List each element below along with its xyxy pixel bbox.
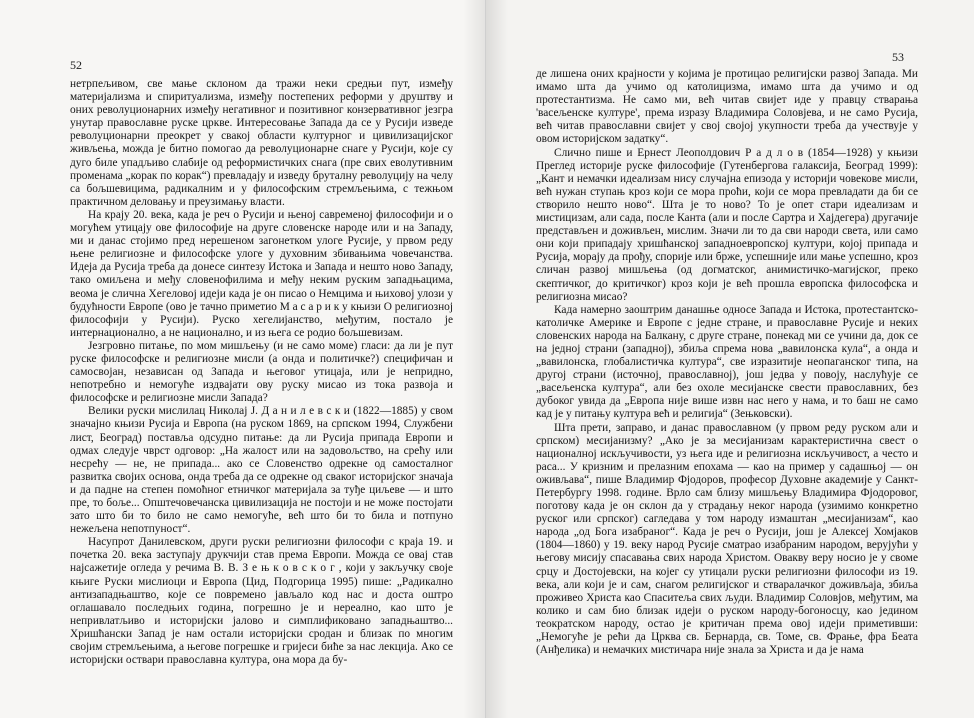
- paragraph: Када намерно заоштрим данашње односе Запада и Истока, протестантско-католичке Америке и Европе с једне стране, и православне Русије и неких словенских народа на Балкану, с друге стране, понекад ми се учини да, док се на једној страни (западној), збиља спрема нова „вавилонска кула“, а онда и „вавилонска, глобалистичка култура“, све изразитије неопаганског типа, на другој страни (источној, православној), још једва у повоју, наслућује се „васељенска култура“, али без охоле месијанске свести православних, без дубоког увида да „Европа није више извн нас него у нама, и то баш не само кад је у питању култура већ и религија“ (Зењковски).: [536, 303, 918, 421]
- paragraph: Шта прети, заправо, и данас православном (у првом реду руском али и српском) месијанизму? „Ако је за месијанизам карактеристична свест о националној искључивости, уз њега иде и религиозна искључивост, а често и раса... У кризним и прелазним епохама — као на пример у садашњој — он оживљава“, пише Владимир Фјодоров, професор Духовне академије у Санкт-Петербургу 1998. године. Врло сам близу мишљењу Владимира Фјодоровог, поготову када је он склон да у страдању неког народа (узимимо конкретно руског или српског) сагледава у том народу измаштан „месијанизам“, као народа „од Бога изабраног“. Када је реч о Русији, још је Алексеј Хомјаков (1804—1860) у 19. веку народ Русије сматрао изабраним народом, верујући у његову мисију спасавања свих народа Христом. Овакву веру носио је у своме срцу и Достојевски, на којег су утицали руски религиозни философи из 19. века, али који је и сам, снагом религијског и стваралачког доживљаја, збиља проживео Христа као Спаситеља свих људи. Владимир Соловјов, међутим, ма колико и сам био близак идеји о руском народу-богоносцу, као једином теократском народу, остао је критичан према овој идеји приметивши: „Немогуће је рећи да Црква св. Бернарда, св. Томе, св. Фрање, фра Беата (Анђелика) и немачких мистичара није знала за Христа и да је нама: [536, 421, 918, 657]
- gutter-shadow: [463, 0, 485, 718]
- page-number: 52: [70, 58, 82, 72]
- paragraph: Насупрот Данилевском, други руски религиозни философи с краја 19. и почетка 20. века заступају друкчији став према Европи. Можда се овај став најсажетије огледа у речима В. В. З е њ к о в с к о г , који у закључку своје књиге Руски мислиоци и Европа (Цид, Подгорица 1995) пише: „Радикално антизападњаштво, које се повремено јављало код нас и доста оштро оглашавало последњих година, погрешно је и нереално, као што је непривлатљиво и историјски јалово и симплификовано западњаштво... Хришћански Запад је нам остали историјски сродан и близак по многим својим стремљењима, а његове погрешке и гријеси биће за нас лекција. Ако се историјски оствари православна култура, она мора да бу-: [70, 536, 453, 667]
- gutter-shadow: [486, 0, 508, 718]
- paragraph: Језгровно питање, по мом мишљењу (и не само моме) гласи: да ли је пут руске философске и религиозне мисли (а онда и политичке?) специфичан и самосвојан, независан од Запада и његовог утицаја, или је непридно, непотребно и немогуће издвајати ову руску мисао из тока развоја и философске и религиозне мисли Запада?: [70, 339, 453, 405]
- left-page-text: [70, 78, 453, 667]
- paragraph: Велики руски мислилац Николај Ј. Д а н и л е в с к и (1822—1885) у свом значајно књизи Русија и Европа (на руском 1869, на српском 1994, Службени лист, Београд) поставља одсудно питање: да ли Русија припада Европи и одмах следује чврст одговор: „На жалост или на задовољство, на срећу или несрећу — не, не припада... ако се Словенство одрекне од самосталног развитка својих основа, онда треба да се одрекне од сваког историјског значаја и да падне на степен помоћног етничког материјала за туђе циљеве — и што пре, то боље... Општечовечанска цивилизација не постоји и не може постојати зато што би то било не само немогуће, већ што би то била и потпуно нежељена непотпуност“.: [70, 405, 453, 536]
- page-number: 53: [892, 50, 904, 64]
- paragraph: На крају 20. века, када је реч о Русији и њеној савременој философији и о могућем утицају ове философије на друге словенске народе или и на Западу, ми и данас стојимо пред нерешеном загонетком улоге Русије, у првом реду њене религиозне и философске улоге у духовним збивањима човечанства. Идеја да Русија треба да донесе синтезу Истока и Запада и нешто ново Западу, тако омиљена и међу словенофилима и међу неким руским западњацима, веома је слична Хегеловој идеји када је он писао о Немцима и њиховој улози у будућности Европе (ово је тачно приметио М а с а р и к у књизи О религиозној философији у Русији). Руско хегелијанство, међутим, постало је интернационално, а не национално, и из њега се родио бољшевизам.: [70, 208, 453, 339]
- right-page-text: [536, 68, 918, 657]
- paragraph: нетрпељивом, све мање склоном да тражи неки средњи пут, између материјализма и спиритуализма, између постепених реформи у друштву и оних револуционарних између негативног и позитивног конзервативног језгра унутар православне руске цркве. Интересовање Запада да се у Русији изведе револуционарни преокрет у свакој области културног и цивилизацијског живљења, можда је битно помогао да револуционарне снаге у Русији, које су дуго биле упадљиво слабије од реформистичких снага (пре свих еволутивним променама „корак по корак“) превладају и изведу бруталну револуцију на челу са бољшевицима, радикалним и у философским стремљењима, с тежњом практичном деловању и преузимању власти.: [70, 78, 453, 208]
- paragraph: де лишена оних крајности у којима је протицао религијски развој Запада. Ми имамо шта да учимо од католицизма, имамо шта да учимо и од протестантизма. Не само ми, већ читав свијет иде у правцу стварања 'васељенске културе', према изразу Владимира Соловјева, и не само Русија, већ читав православни свијет у свој својој укупности треба да учествује у овом историјском задатку“.: [536, 68, 918, 146]
- left-page: [0, 0, 486, 718]
- paragraph: Слично пише и Ернест Леополдович Р а д л о в (1854—1928) у књизи Преглед историје руске философије (Гутенбергова галаксија, Београд 1999): „Кант и немачки идеализам нису случајна епизода у историји човекове мисли, већ нужан ступањ кроз који се мора проћи, који се мора превладати да би се створило нешто ново“. Шта је то ново? То је опет стари идеализам и мистицизам, али сада, после Канта (али и после Сартра и Хајдегера) другачије представљен и доживљен, мислим. Значи ли то да сви народи света, или само они који припадају хришћанској западноевропској култури, којој припада и Русија, морају да прођу, спорије или брже, успешније или мање успешно, кроз сличан развој мишљења (од догматског, анимистичко-магијског, преко скептичког, до критичког) кроз који је већ прошла европска философска и религиозна мисао?: [536, 146, 918, 303]
